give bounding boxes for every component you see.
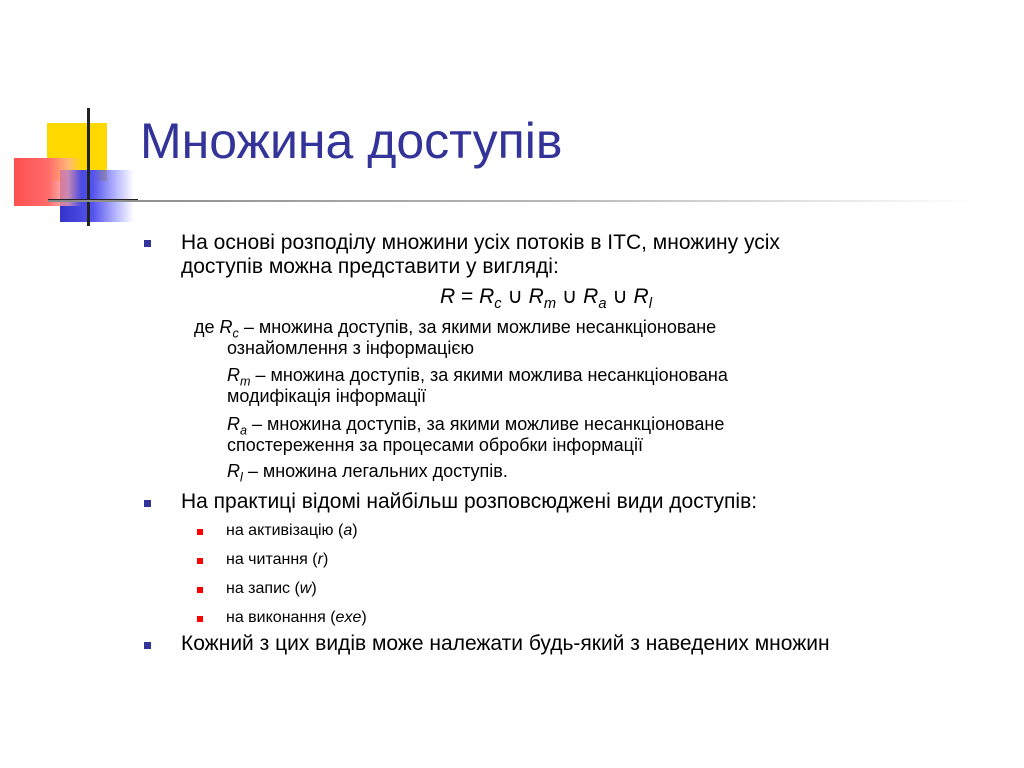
access-type-code: w (299, 580, 312, 597)
def-rc-desc-1: – множина доступів, за якими можливе несанкціоноване (238, 317, 717, 337)
def-rl-sub: l (240, 470, 243, 485)
formula-sub-l: l (648, 296, 652, 313)
def-rm-sub: m (240, 374, 251, 389)
access-type-code: a (343, 522, 353, 539)
definition-prefix: де (194, 317, 220, 337)
access-type-label: на читання ( (226, 551, 318, 568)
bullet-3-text: Кожний з цих видів може належати будь-який з наведених множин (181, 632, 830, 655)
definition-ra (227, 414, 725, 438)
access-type-item (226, 521, 358, 541)
definition-rm-line-2: модифікація інформації (227, 386, 427, 406)
def-rc-symbol: R (219, 317, 233, 337)
sub-bullet-marker (197, 558, 203, 564)
access-type-close: ) (311, 580, 317, 597)
formula-rm: R (528, 285, 544, 308)
def-rl-desc: – множина легальних доступів. (242, 461, 508, 481)
sub-bullet-marker (197, 616, 203, 622)
decor-vertical-line (87, 108, 90, 226)
def-rc-sub: c (232, 326, 239, 341)
formula-sub-m: m (543, 296, 557, 313)
def-ra-sub: a (240, 423, 248, 438)
sub-bullet-marker (197, 587, 203, 593)
access-type-item (226, 608, 367, 628)
access-type-code: r (317, 551, 323, 568)
slide-title: Множина доступів (140, 113, 563, 169)
definition-rc-line-2: ознайомлення з інформацією (227, 338, 474, 358)
def-rm-symbol: R (227, 365, 240, 385)
title-underline (48, 200, 978, 202)
formula (440, 285, 652, 313)
access-type-item (226, 579, 317, 599)
formula-rc: R (479, 285, 495, 308)
bullet-marker (144, 500, 151, 507)
bullet-1-line-2: доступів можна представити у вигляді: (181, 255, 559, 278)
definition-rl (227, 461, 508, 485)
formula-rl: R (633, 285, 649, 308)
formula-sub-a: a (598, 296, 607, 313)
access-type-close: ) (352, 522, 358, 539)
access-type-label: на виконання ( (226, 609, 336, 626)
access-type-code: exe (335, 609, 362, 626)
formula-ra: R (583, 285, 599, 308)
formula-sub-c: c (494, 296, 502, 313)
formula-union: ∪ (606, 285, 634, 308)
bullet-1-text (181, 231, 780, 279)
def-ra-desc-1: – множина доступів, за якими можливе несанкціоноване (247, 414, 725, 434)
bullet-2-text: На практиці відомі найбільш розповсюджені види доступів: (181, 490, 758, 513)
definition-rc (194, 317, 717, 341)
bullet-1-line-1: На основі розподілу множини усіх потоків в ІТС, множину усіх (181, 231, 780, 254)
sub-bullet-marker (197, 529, 203, 535)
access-type-item (226, 550, 328, 570)
formula-r: R (440, 285, 456, 308)
definition-ra-line-2: спостереження за процесами обробки інформації (227, 435, 643, 455)
access-type-close: ) (322, 551, 329, 568)
formula-union: ∪ (556, 285, 584, 308)
bullet-marker (144, 642, 151, 649)
bullet-marker (144, 240, 151, 247)
access-type-close: ) (361, 609, 367, 626)
formula-eq: = (455, 285, 480, 308)
def-rl-symbol: R (227, 461, 240, 481)
def-rm-desc-1: – множина доступів, за якими можлива несанкціонована (250, 365, 728, 385)
formula-union: ∪ (501, 285, 529, 308)
access-type-label: на запис ( (226, 580, 300, 597)
access-type-label: на активізацію ( (226, 522, 344, 539)
definition-rm (227, 365, 728, 389)
def-ra-symbol: R (227, 414, 240, 434)
